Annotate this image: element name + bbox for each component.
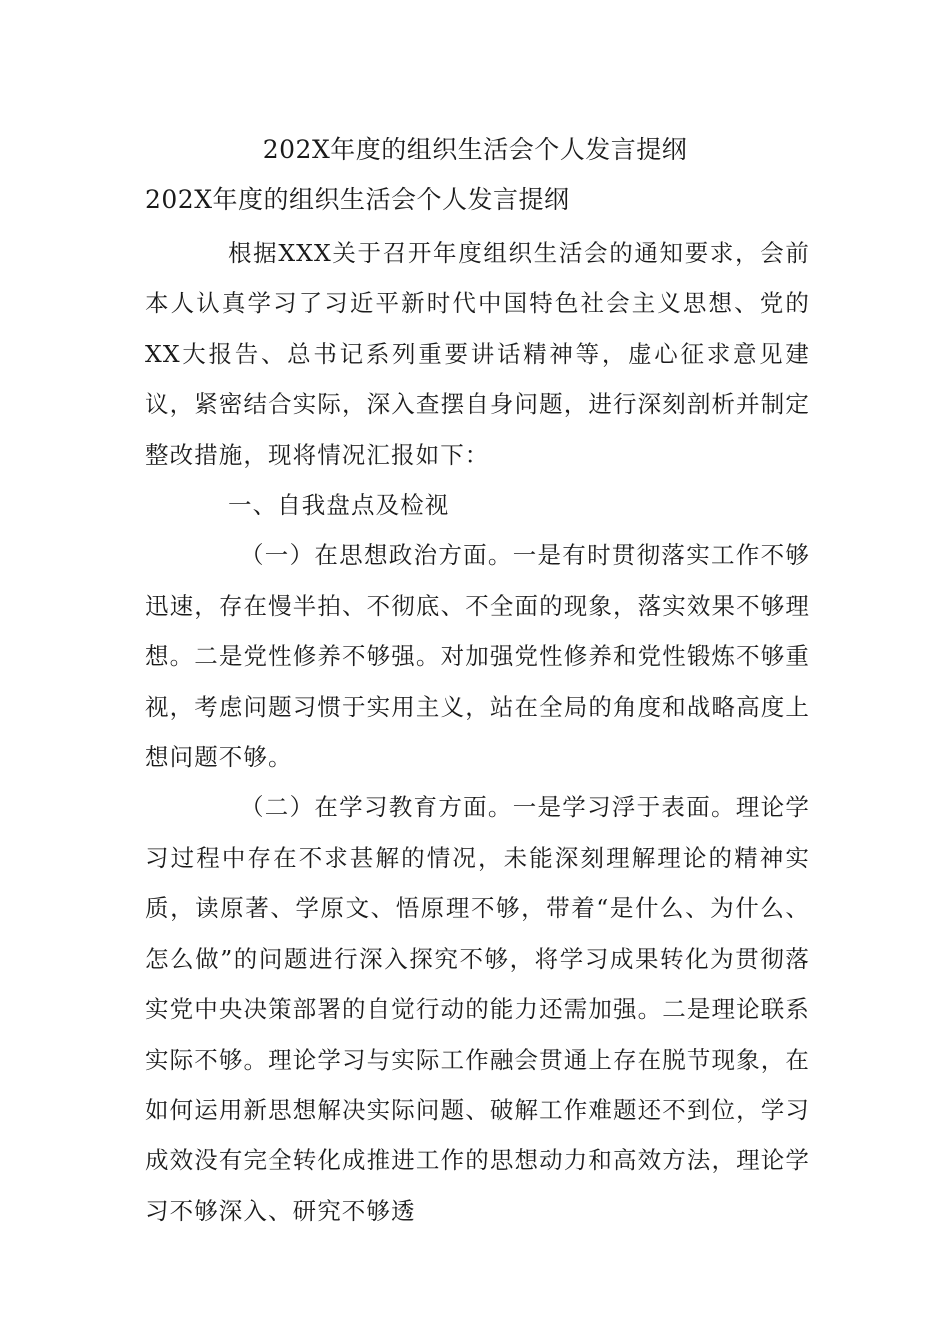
- intro-paragraph: 根据XXX关于召开年度组织生活会的通知要求，会前本人认真学习了习近平新时代中国特色社会主义思想、党的XX大报告、总书记系列重要讲话精神等，虚心征求意见建议，紧密结合实际，深入查摆自身问题，进行深刻剖析并制定整改措施，现将情况汇报如下：: [145, 239, 810, 469]
- political-paragraph: （一）在思想政治方面。一是有时贯彻落实工作不够迅速，存在慢半拍、不彻底、不全面的现象，落实效果不够理想。二是党性修养不够强。对加强党性修养和党性锻炼不够重视，考虑问题习惯于实用主义，站在全局的角度和战略高度上想问题不够。: [145, 541, 810, 772]
- document-body: [145, 228, 810, 1236]
- document-subtitle: 202X年度的组织生活会个人发言提纲: [145, 185, 570, 214]
- document-title: 202X年度的组织生活会个人发言提纲: [262, 135, 688, 164]
- study-paragraph: （二）在学习教育方面。一是学习浮于表面。理论学习过程中存在不求甚解的情况，未能深刻理解理论的精神实质，读原著、学原文、悟原理不够，带着“是什么、为什么、怎么做”的问题进行深入探究不够，将学习成果转化为贯彻落实党中央决策部署的自觉行动的能力还需加强。二是理论联系实际不够。理论学习与实际工作融会贯通上存在脱节现象，在如何运用新思想解决实际问题、破解工作难题还不到位，学习成效没有完全转化成推进工作的思想动力和高效方法，理论学习不够深入、研究不够透: [145, 793, 810, 1225]
- section-heading: 一、自我盘点及检视: [228, 491, 450, 520]
